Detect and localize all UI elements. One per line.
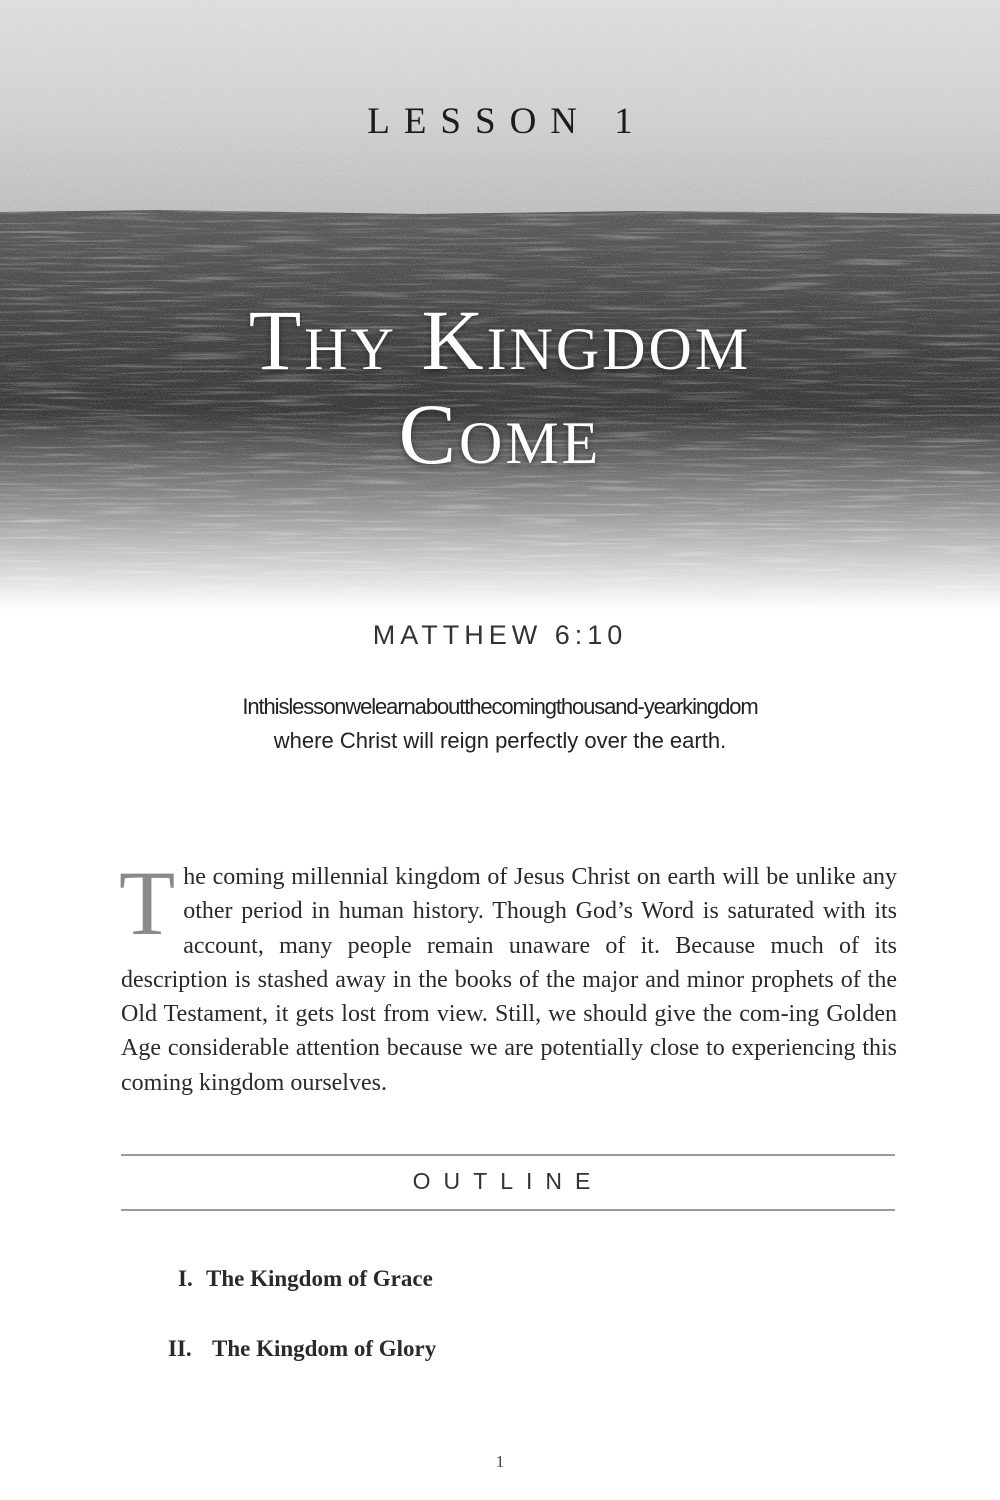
- lesson-label: LESSON 1: [367, 101, 647, 142]
- outline-heading: OUTLINE: [412, 1168, 604, 1194]
- intro-paragraph-text: he coming millennial kingdom of Jesus Christ on earth will be unlike any other period in human history. Though God’s Word is saturated with its account, many people remain unaware of it. Because much of its description is stashed away in the books of the major and minor prophets of the Old Testament, it gets lost from view. Still, we should give the com-ing Golden Age considerable attention because we are potentially close to experiencing this coming kingdom ourselves.: [121, 864, 897, 1096]
- outline-item: [168, 1336, 436, 1362]
- outline-item-label: The Kingdom of Grace: [206, 1266, 433, 1291]
- outline-rule-bottom: [121, 1209, 895, 1211]
- lesson-summary-line-1: Inthislessonwelearnaboutthecomingthousand-yearkingdom: [242, 694, 758, 719]
- lesson-summary: [100, 690, 900, 758]
- lesson-title: [0, 293, 1000, 481]
- drop-cap: T: [119, 852, 176, 954]
- outline-rule-top: [121, 1154, 895, 1156]
- outline-item-label: The Kingdom of Glory: [212, 1336, 437, 1361]
- lesson-summary-line-2: where Christ will reign perfectly over the earth.: [273, 728, 727, 753]
- intro-paragraph: [119, 852, 897, 1100]
- outline-item-number: I.: [178, 1266, 193, 1291]
- lesson-title-line-2: Come: [398, 386, 602, 482]
- page-number: 1: [495, 1452, 505, 1471]
- lesson-title-line-1: Thy Kingdom: [248, 292, 752, 388]
- outline-item: [178, 1266, 433, 1292]
- outline-item-number: II.: [168, 1336, 192, 1361]
- scripture-reference: MATTHEW 6:10: [372, 620, 628, 650]
